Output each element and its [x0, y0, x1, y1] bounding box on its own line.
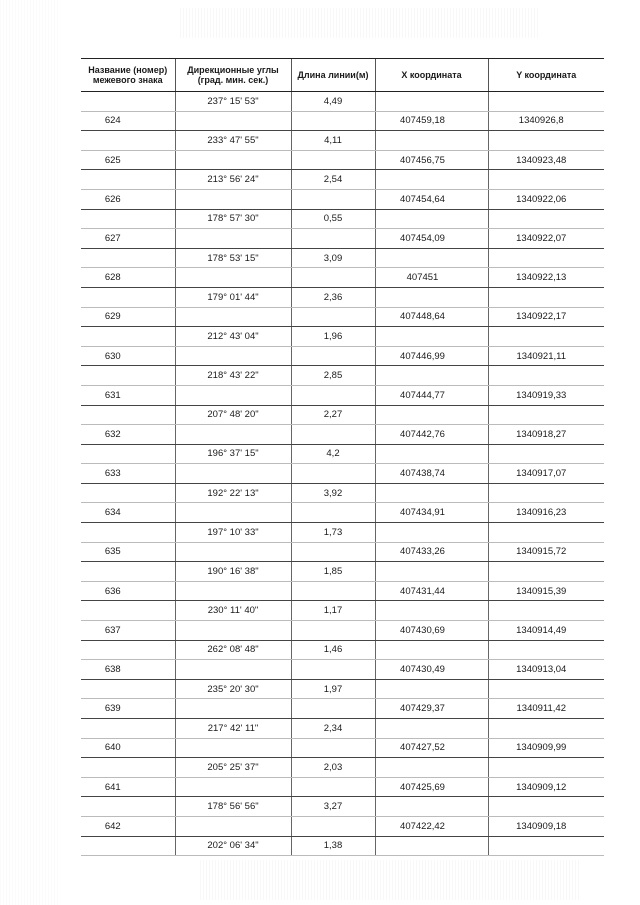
cell-direction-angle	[175, 777, 291, 797]
cell-x-coordinate	[375, 92, 488, 112]
cell-direction-angle	[175, 229, 291, 249]
cell-line-length: 4,49	[291, 92, 375, 112]
cell-y-coordinate	[488, 836, 604, 856]
table-row-point	[81, 581, 604, 601]
scan-noise-bottom	[200, 860, 580, 900]
cell-y-coordinate: 1340916,23	[488, 503, 604, 523]
cell-marker-name	[81, 719, 175, 739]
cell-direction-angle: 178° 57' 30"	[175, 209, 291, 229]
cell-x-coordinate: 407427,52	[375, 738, 488, 758]
cell-direction-angle: 217° 42' 11"	[175, 719, 291, 739]
cell-direction-angle: 213° 56' 24"	[175, 170, 291, 190]
cell-y-coordinate	[488, 679, 604, 699]
cell-marker-name: 632	[81, 425, 175, 445]
cell-x-coordinate: 407446,99	[375, 346, 488, 366]
cell-y-coordinate: 1340922,17	[488, 307, 604, 327]
cell-x-coordinate	[375, 601, 488, 621]
table-row-point	[81, 268, 604, 288]
cell-marker-name: 640	[81, 738, 175, 758]
table-row-point	[81, 464, 604, 484]
cell-y-coordinate	[488, 366, 604, 386]
cell-x-coordinate	[375, 719, 488, 739]
cell-line-length	[291, 150, 375, 170]
cell-x-coordinate: 407438,74	[375, 464, 488, 484]
cell-marker-name: 639	[81, 699, 175, 719]
cell-x-coordinate	[375, 797, 488, 817]
table-row-segment	[81, 248, 604, 268]
table-row-segment	[81, 483, 604, 503]
cell-x-coordinate: 407430,69	[375, 621, 488, 641]
cell-line-length: 2,27	[291, 405, 375, 425]
table-row-segment	[81, 758, 604, 778]
cell-marker-name	[81, 758, 175, 778]
cell-y-coordinate: 1340915,72	[488, 542, 604, 562]
cell-marker-name	[81, 405, 175, 425]
table-row-point	[81, 503, 604, 523]
cell-x-coordinate	[375, 679, 488, 699]
cell-direction-angle	[175, 189, 291, 209]
cell-y-coordinate: 1340915,39	[488, 581, 604, 601]
scan-noise-top	[180, 8, 540, 38]
cell-marker-name: 634	[81, 503, 175, 523]
table-row-point	[81, 777, 604, 797]
table-row-point	[81, 621, 604, 641]
cell-line-length	[291, 581, 375, 601]
cell-x-coordinate	[375, 327, 488, 347]
cell-x-coordinate: 407459,18	[375, 111, 488, 131]
cell-marker-name: 629	[81, 307, 175, 327]
table-row-segment	[81, 836, 604, 856]
cell-direction-angle: 205° 25' 37"	[175, 758, 291, 778]
cell-line-length: 1,97	[291, 679, 375, 699]
table-row-segment	[81, 366, 604, 386]
table-row-segment	[81, 327, 604, 347]
table-row-segment	[81, 209, 604, 229]
cell-line-length: 3,27	[291, 797, 375, 817]
cell-direction-angle: 190° 16' 38"	[175, 562, 291, 582]
table-row-segment	[81, 719, 604, 739]
table-row-segment	[81, 797, 604, 817]
cell-direction-angle	[175, 425, 291, 445]
cell-marker-name: 635	[81, 542, 175, 562]
table-row-point	[81, 229, 604, 249]
cell-direction-angle: 218° 43' 22"	[175, 366, 291, 386]
cell-line-length: 2,85	[291, 366, 375, 386]
table-row-point	[81, 816, 604, 836]
header-line-length: Длина линии(м)	[291, 59, 375, 92]
cell-marker-name	[81, 797, 175, 817]
cell-y-coordinate	[488, 640, 604, 660]
table-row-point	[81, 150, 604, 170]
cell-direction-angle	[175, 542, 291, 562]
table-row-point	[81, 189, 604, 209]
cell-direction-angle: 237° 15' 53"	[175, 92, 291, 112]
cell-x-coordinate: 407456,75	[375, 150, 488, 170]
cell-x-coordinate: 407448,64	[375, 307, 488, 327]
cell-direction-angle	[175, 581, 291, 601]
cell-marker-name: 637	[81, 621, 175, 641]
cell-line-length	[291, 229, 375, 249]
cell-line-length	[291, 621, 375, 641]
cell-x-coordinate	[375, 209, 488, 229]
table-row-point	[81, 111, 604, 131]
cell-direction-angle: 197° 10' 33"	[175, 523, 291, 543]
cell-marker-name: 642	[81, 816, 175, 836]
table-row-segment	[81, 523, 604, 543]
table-row-segment	[81, 131, 604, 151]
cell-marker-name: 624	[81, 111, 175, 131]
cell-x-coordinate: 407454,09	[375, 229, 488, 249]
cell-y-coordinate: 1340922,07	[488, 229, 604, 249]
cell-line-length: 1,38	[291, 836, 375, 856]
cell-line-length: 3,92	[291, 483, 375, 503]
cell-y-coordinate	[488, 523, 604, 543]
table-row-point	[81, 660, 604, 680]
cell-direction-angle: 192° 22' 13"	[175, 483, 291, 503]
cell-direction-angle: 230° 11' 40"	[175, 601, 291, 621]
cell-y-coordinate: 1340911,42	[488, 699, 604, 719]
cell-direction-angle	[175, 268, 291, 288]
cell-x-coordinate	[375, 562, 488, 582]
cell-marker-name	[81, 92, 175, 112]
cell-direction-angle	[175, 346, 291, 366]
cell-marker-name: 638	[81, 660, 175, 680]
cell-marker-name	[81, 679, 175, 699]
cell-marker-name	[81, 327, 175, 347]
cell-x-coordinate	[375, 405, 488, 425]
cell-y-coordinate: 1340921,11	[488, 346, 604, 366]
cell-marker-name	[81, 170, 175, 190]
cell-y-coordinate: 1340914,49	[488, 621, 604, 641]
cell-direction-angle: 207° 48' 20"	[175, 405, 291, 425]
cell-marker-name	[81, 640, 175, 660]
cell-direction-angle: 202° 06' 34"	[175, 836, 291, 856]
cell-y-coordinate: 1340909,12	[488, 777, 604, 797]
scan-noise-left	[0, 0, 60, 905]
cell-line-length	[291, 738, 375, 758]
cell-marker-name: 625	[81, 150, 175, 170]
table-row-segment	[81, 287, 604, 307]
cell-line-length: 2,03	[291, 758, 375, 778]
cell-x-coordinate	[375, 758, 488, 778]
cell-line-length: 2,54	[291, 170, 375, 190]
cell-marker-name: 626	[81, 189, 175, 209]
cell-y-coordinate	[488, 405, 604, 425]
cell-line-length: 4,11	[291, 131, 375, 151]
cell-direction-angle: 178° 53' 15"	[175, 248, 291, 268]
cell-y-coordinate	[488, 719, 604, 739]
cell-marker-name: 630	[81, 346, 175, 366]
cell-line-length	[291, 464, 375, 484]
cell-y-coordinate	[488, 327, 604, 347]
cell-line-length	[291, 816, 375, 836]
table-row-segment	[81, 444, 604, 464]
cell-marker-name	[81, 444, 175, 464]
table-row-point	[81, 425, 604, 445]
cell-line-length: 1,46	[291, 640, 375, 660]
table-row-point	[81, 542, 604, 562]
boundary-coordinates-table	[81, 58, 604, 856]
cell-x-coordinate: 407431,44	[375, 581, 488, 601]
cell-direction-angle	[175, 307, 291, 327]
cell-marker-name: 636	[81, 581, 175, 601]
cell-marker-name: 628	[81, 268, 175, 288]
cell-marker-name	[81, 248, 175, 268]
table-row-segment	[81, 92, 604, 112]
cell-marker-name: 641	[81, 777, 175, 797]
cell-x-coordinate: 407444,77	[375, 385, 488, 405]
cell-line-length	[291, 268, 375, 288]
cell-line-length: 1,17	[291, 601, 375, 621]
cell-direction-angle	[175, 621, 291, 641]
cell-x-coordinate: 407434,91	[375, 503, 488, 523]
cell-marker-name: 633	[81, 464, 175, 484]
header-direction-angle: Дирекционные углы (град. мин. сек.)	[175, 59, 291, 92]
cell-direction-angle	[175, 699, 291, 719]
cell-y-coordinate: 1340917,07	[488, 464, 604, 484]
cell-x-coordinate: 407430,49	[375, 660, 488, 680]
header-x-coordinate: X координата	[375, 59, 488, 92]
cell-line-length: 1,96	[291, 327, 375, 347]
cell-marker-name	[81, 366, 175, 386]
cell-direction-angle	[175, 464, 291, 484]
cell-marker-name: 631	[81, 385, 175, 405]
table-row-segment	[81, 601, 604, 621]
cell-x-coordinate	[375, 131, 488, 151]
cell-marker-name	[81, 209, 175, 229]
cell-y-coordinate: 1340918,27	[488, 425, 604, 445]
cell-line-length	[291, 660, 375, 680]
cell-x-coordinate	[375, 836, 488, 856]
cell-x-coordinate: 407454,64	[375, 189, 488, 209]
table-row-point	[81, 699, 604, 719]
cell-direction-angle	[175, 816, 291, 836]
cell-x-coordinate	[375, 483, 488, 503]
cell-line-length	[291, 503, 375, 523]
cell-line-length	[291, 777, 375, 797]
cell-x-coordinate: 407425,69	[375, 777, 488, 797]
cell-line-length: 3,09	[291, 248, 375, 268]
cell-direction-angle: 196° 37' 15"	[175, 444, 291, 464]
cell-y-coordinate: 1340909,18	[488, 816, 604, 836]
table-row-segment	[81, 679, 604, 699]
cell-y-coordinate: 1340919,33	[488, 385, 604, 405]
table-row-point	[81, 738, 604, 758]
cell-y-coordinate	[488, 797, 604, 817]
cell-y-coordinate: 1340926,8	[488, 111, 604, 131]
cell-marker-name	[81, 601, 175, 621]
cell-y-coordinate	[488, 444, 604, 464]
cell-x-coordinate	[375, 523, 488, 543]
cell-x-coordinate	[375, 640, 488, 660]
cell-y-coordinate: 1340922,13	[488, 268, 604, 288]
cell-x-coordinate: 407429,37	[375, 699, 488, 719]
cell-y-coordinate	[488, 287, 604, 307]
cell-direction-angle	[175, 660, 291, 680]
cell-direction-angle: 235° 20' 30"	[175, 679, 291, 699]
cell-x-coordinate	[375, 366, 488, 386]
cell-marker-name	[81, 523, 175, 543]
cell-y-coordinate	[488, 248, 604, 268]
cell-marker-name	[81, 483, 175, 503]
cell-x-coordinate: 407422,42	[375, 816, 488, 836]
cell-direction-angle: 178° 56' 56"	[175, 797, 291, 817]
cell-y-coordinate: 1340922,06	[488, 189, 604, 209]
cell-marker-name	[81, 131, 175, 151]
cell-line-length	[291, 189, 375, 209]
cell-line-length: 1,85	[291, 562, 375, 582]
cell-x-coordinate: 407442,76	[375, 425, 488, 445]
header-y-coordinate: Y координата	[488, 59, 604, 92]
table-row-segment	[81, 405, 604, 425]
cell-line-length: 2,36	[291, 287, 375, 307]
table-body	[81, 92, 604, 856]
header-marker-name: Название (номер) межевого знака	[81, 59, 175, 92]
cell-y-coordinate	[488, 131, 604, 151]
cell-x-coordinate: 407451	[375, 268, 488, 288]
cell-line-length: 4,2	[291, 444, 375, 464]
cell-direction-angle	[175, 150, 291, 170]
table-row-point	[81, 346, 604, 366]
cell-direction-angle	[175, 111, 291, 131]
cell-x-coordinate: 407433,26	[375, 542, 488, 562]
cell-y-coordinate: 1340913,04	[488, 660, 604, 680]
cell-line-length: 1,73	[291, 523, 375, 543]
cell-y-coordinate	[488, 92, 604, 112]
cell-y-coordinate	[488, 483, 604, 503]
cell-line-length	[291, 699, 375, 719]
cell-x-coordinate	[375, 170, 488, 190]
cell-direction-angle	[175, 738, 291, 758]
cell-line-length: 0,55	[291, 209, 375, 229]
table-header-row	[81, 59, 604, 92]
cell-x-coordinate	[375, 287, 488, 307]
cell-line-length	[291, 307, 375, 327]
cell-x-coordinate	[375, 444, 488, 464]
table-row-point	[81, 307, 604, 327]
cell-y-coordinate	[488, 601, 604, 621]
cell-line-length	[291, 111, 375, 131]
cell-y-coordinate	[488, 562, 604, 582]
table-row-segment	[81, 170, 604, 190]
cell-line-length: 2,34	[291, 719, 375, 739]
cell-marker-name	[81, 836, 175, 856]
cell-direction-angle	[175, 385, 291, 405]
cell-line-length	[291, 425, 375, 445]
cell-y-coordinate	[488, 209, 604, 229]
cell-line-length	[291, 385, 375, 405]
table-row-point	[81, 385, 604, 405]
cell-y-coordinate	[488, 170, 604, 190]
cell-y-coordinate: 1340909,99	[488, 738, 604, 758]
cell-line-length	[291, 542, 375, 562]
cell-marker-name	[81, 562, 175, 582]
cell-marker-name	[81, 287, 175, 307]
cell-y-coordinate	[488, 758, 604, 778]
cell-x-coordinate	[375, 248, 488, 268]
cell-y-coordinate: 1340923,48	[488, 150, 604, 170]
table-row-segment	[81, 640, 604, 660]
cell-direction-angle	[175, 503, 291, 523]
table-row-segment	[81, 562, 604, 582]
cell-line-length	[291, 346, 375, 366]
cell-direction-angle: 262° 08' 48"	[175, 640, 291, 660]
cell-marker-name: 627	[81, 229, 175, 249]
cell-direction-angle: 212° 43' 04"	[175, 327, 291, 347]
cell-direction-angle: 179° 01' 44"	[175, 287, 291, 307]
cell-direction-angle: 233° 47' 55"	[175, 131, 291, 151]
